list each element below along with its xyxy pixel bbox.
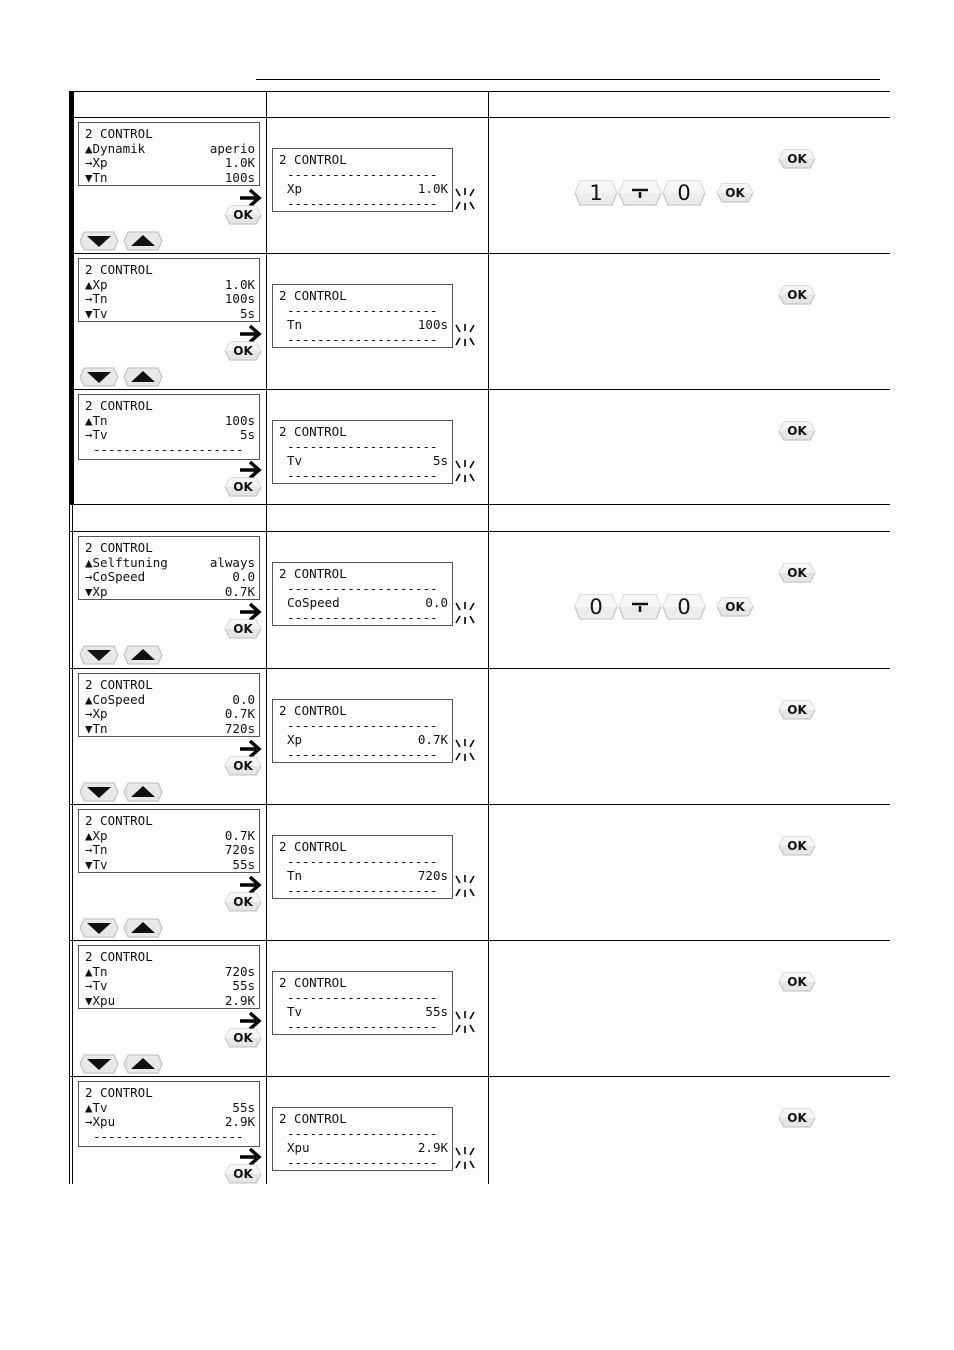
lcd-param-name: →CoSpeed [85, 569, 146, 584]
lcd-menu-line [85, 965, 255, 980]
lcd-separator: -------------------- [287, 303, 438, 318]
ok-label: OK [233, 1167, 253, 1181]
step-separator [618, 594, 662, 620]
lcd-param-value: 2.9K [417, 1140, 448, 1155]
lcd-param-value: 0.7K [224, 706, 255, 721]
ok-label: OK [787, 1111, 807, 1125]
blink-icon [454, 187, 476, 211]
lcd-separator: -------------------- [287, 1019, 438, 1034]
ok-key-left[interactable] [224, 619, 262, 639]
lcd-param-name: ▲CoSpeed [85, 691, 146, 707]
lcd-title: 2 CONTROL [279, 1111, 347, 1126]
table-rule [70, 804, 890, 805]
lcd-separator: -------------------- [287, 1126, 438, 1141]
lcd-separator: -------------------- [287, 883, 438, 898]
lcd-param-name: Tn [287, 317, 303, 332]
lcd-param-value: 5s [239, 427, 255, 442]
ok-key-confirm[interactable] [778, 285, 816, 305]
lcd-param-value: 55s [425, 1004, 448, 1019]
lcd-title: 2 CONTROL [279, 288, 347, 303]
table-rule [70, 668, 890, 669]
lcd-title: 2 CONTROL [279, 703, 347, 718]
lcd-separator: -------------------- [287, 196, 438, 211]
lcd-param-value: 100s [224, 169, 255, 185]
lcd-param-value: 720s [224, 720, 255, 736]
lcd-display-menu [78, 122, 260, 186]
lcd-separator: -------------------- [287, 1155, 438, 1170]
ok-label: OK [233, 622, 253, 636]
lcd-display-menu [78, 1081, 260, 1147]
ok-key-confirm[interactable] [778, 700, 816, 720]
lcd-menu-line [85, 585, 255, 600]
lcd-separator: -------------------- [287, 718, 438, 733]
lcd-menu-line [85, 829, 255, 844]
lcd-display-menu [78, 945, 260, 1009]
ok-key-confirm[interactable] [778, 563, 816, 583]
lcd-display-menu [78, 809, 260, 873]
blink-icon [454, 1010, 476, 1034]
blink-icon [454, 459, 476, 483]
lcd-param-value: 1.0K [417, 181, 448, 196]
lcd-display-edit [272, 562, 453, 626]
lcd-param-name: →Tn [85, 842, 108, 857]
lcd-param-name: ▼Tn [85, 720, 108, 736]
lcd-title: 2 CONTROL [85, 677, 153, 692]
table-rule [70, 117, 890, 118]
lcd-menu-line [85, 428, 255, 443]
lcd-menu-line [85, 414, 255, 429]
lcd-menu-line [85, 156, 255, 171]
lcd-param-value: always [209, 554, 255, 570]
down-key-icon[interactable] [79, 367, 119, 387]
lcd-param-value: 1.0K [224, 155, 255, 170]
lcd-menu-line [85, 556, 255, 571]
ok-key-left[interactable] [224, 892, 262, 912]
lcd-param-name: Tn [287, 868, 303, 883]
lcd-menu-line [85, 278, 255, 293]
lcd-param-value: 0.7K [224, 827, 255, 843]
lcd-title: 2 CONTROL [85, 262, 153, 277]
ok-label: OK [233, 208, 253, 222]
lcd-menu-line [85, 693, 255, 708]
ok-label: OK [787, 152, 807, 166]
lcd-separator: -------------------- [287, 990, 438, 1005]
lcd-title: 2 CONTROL [85, 949, 153, 964]
lcd-param-value: 55s [232, 978, 255, 993]
ok-label: OK [725, 600, 745, 614]
lcd-param-name: →Xpu [85, 1114, 116, 1129]
lcd-param-value: 100s [224, 412, 255, 428]
lcd-param-name: CoSpeed [287, 595, 340, 610]
lcd-param-value: 5s [239, 305, 255, 321]
lcd-param-value: 0.7K [224, 583, 255, 599]
ok-label: OK [233, 895, 253, 909]
lcd-edit-line [279, 596, 448, 611]
ok-key-left[interactable] [224, 1164, 262, 1184]
lcd-menu-line [85, 994, 255, 1009]
lcd-separator: -------------------- [287, 610, 438, 625]
lcd-edit-line [279, 869, 448, 884]
ok-key-left[interactable] [224, 477, 262, 497]
ok-key-confirm[interactable] [778, 1108, 816, 1128]
lcd-menu-line [85, 171, 255, 186]
digit-key[interactable] [662, 180, 706, 206]
lcd-param-value: aperio [209, 140, 255, 156]
down-key-icon[interactable] [79, 918, 119, 938]
lcd-edit-line [279, 318, 448, 333]
lcd-title: 2 CONTROL [279, 566, 347, 581]
lcd-param-name: ▼Tv [85, 856, 108, 872]
lcd-menu-line [85, 707, 255, 722]
lcd-display-edit [272, 420, 453, 484]
lcd-separator: -------------------- [93, 1129, 244, 1144]
up-key-icon[interactable] [123, 918, 163, 938]
lcd-param-name: ▲Tn [85, 963, 108, 979]
digit-label: 0 [589, 595, 603, 619]
lcd-separator: -------------------- [287, 167, 438, 182]
lcd-menu-line [85, 858, 255, 873]
lcd-display-menu [78, 536, 260, 600]
table-rule [70, 940, 890, 941]
section-bar [72, 504, 73, 1184]
digit-label: 1 [589, 181, 603, 205]
lcd-display-edit [272, 699, 453, 763]
ok-key-confirm[interactable] [778, 972, 816, 992]
digit-key[interactable] [662, 594, 706, 620]
lcd-param-name: ▲Dynamik [85, 140, 146, 156]
ok-key-left[interactable] [224, 756, 262, 776]
lcd-title: 2 CONTROL [85, 540, 153, 555]
lcd-param-name: ▲Tn [85, 412, 108, 428]
lcd-display-menu [78, 394, 260, 460]
lcd-title: 2 CONTROL [279, 975, 347, 990]
ok-key-confirm[interactable] [778, 149, 816, 169]
ok-label: OK [233, 1031, 253, 1045]
digit-label: 0 [677, 181, 691, 205]
ok-label: OK [725, 186, 745, 200]
up-key-icon[interactable] [123, 782, 163, 802]
lcd-menu-line [85, 843, 255, 858]
ok-key-confirm[interactable] [778, 421, 816, 441]
lcd-display-menu [78, 258, 260, 322]
table-rule [70, 389, 890, 390]
ok-label: OK [787, 566, 807, 580]
ok-label: OK [233, 759, 253, 773]
table-rule [70, 531, 890, 532]
lcd-param-value: 720s [224, 842, 255, 857]
lcd-param-name: Xpu [287, 1140, 310, 1155]
lcd-display-edit [272, 1107, 453, 1171]
blink-icon [454, 323, 476, 347]
lcd-title: 2 CONTROL [279, 152, 347, 167]
lcd-param-name: →Tv [85, 427, 108, 442]
column-rule [488, 91, 489, 1184]
ok-key-left[interactable] [224, 341, 262, 361]
table-rule [70, 504, 890, 505]
lcd-display-edit [272, 971, 453, 1035]
ok-label: OK [787, 288, 807, 302]
down-key-icon[interactable] [79, 782, 119, 802]
lcd-separator: -------------------- [287, 439, 438, 454]
lcd-param-name: Xp [287, 732, 303, 747]
lcd-title: 2 CONTROL [85, 813, 153, 828]
lcd-display-edit [272, 835, 453, 899]
digit-key[interactable] [574, 180, 618, 206]
header-rule [256, 79, 880, 80]
lcd-menu-line [85, 570, 255, 585]
lcd-edit-line [279, 454, 448, 469]
lcd-separator: -------------------- [287, 747, 438, 762]
blink-icon [454, 1146, 476, 1170]
table-rule [70, 253, 890, 254]
lcd-param-value: 100s [417, 317, 448, 332]
digit-label: 0 [677, 595, 691, 619]
ok-label: OK [233, 480, 253, 494]
lcd-display-edit [272, 148, 453, 212]
table-rule [70, 91, 890, 92]
lcd-param-name: ▲Xp [85, 276, 108, 292]
lcd-param-value: 55s [232, 1099, 255, 1115]
ok-label: OK [787, 839, 807, 853]
lcd-param-name: ▲Tv [85, 1099, 108, 1115]
up-key-icon[interactable] [123, 231, 163, 251]
lcd-title: 2 CONTROL [85, 126, 153, 141]
lcd-menu-line [85, 1115, 255, 1130]
column-rule [266, 91, 267, 1184]
lcd-menu-line [85, 307, 255, 322]
lcd-separator: -------------------- [287, 854, 438, 869]
lcd-separator: -------------------- [287, 332, 438, 347]
up-key-icon[interactable] [123, 367, 163, 387]
lcd-param-name: →Xp [85, 706, 108, 721]
lcd-separator: -------------------- [287, 468, 438, 483]
lcd-param-value: 2.9K [224, 992, 255, 1008]
lcd-separator: -------------------- [93, 442, 244, 457]
ok-label: OK [233, 344, 253, 358]
lcd-param-value: 0.7K [417, 732, 448, 747]
digit-key[interactable] [618, 180, 662, 206]
lcd-param-value: 55s [232, 856, 255, 872]
lcd-menu-line [85, 1101, 255, 1116]
blink-icon [454, 874, 476, 898]
lcd-title: 2 CONTROL [279, 424, 347, 439]
lcd-param-name: ▼Tv [85, 305, 108, 321]
lcd-edit-line [279, 1005, 448, 1020]
ok-label: OK [787, 703, 807, 717]
lcd-param-name: ▼Xpu [85, 992, 116, 1008]
ok-key-digits[interactable] [716, 183, 754, 203]
lcd-edit-line [279, 1141, 448, 1156]
table-rule [70, 1076, 890, 1077]
ok-label: OK [787, 424, 807, 438]
lcd-display-menu [78, 673, 260, 737]
lcd-param-name: →Tv [85, 978, 108, 993]
ok-label: OK [787, 975, 807, 989]
lcd-separator: -------------------- [287, 581, 438, 596]
lcd-menu-line [85, 722, 255, 737]
lcd-menu-line [85, 292, 255, 307]
lcd-edit-line [279, 182, 448, 197]
lcd-param-value: 0.0 [232, 569, 255, 584]
up-key-icon[interactable] [123, 645, 163, 665]
lcd-param-name: ▼Tn [85, 169, 108, 185]
lcd-param-value: 2.9K [224, 1114, 255, 1129]
lcd-param-name: ▲Selftuning [85, 554, 168, 570]
ok-key-left[interactable] [224, 205, 262, 225]
lcd-param-value: 5s [432, 453, 448, 468]
lcd-param-name: →Tn [85, 291, 108, 306]
section-bar [69, 504, 70, 1184]
lcd-param-name: Tv [287, 1004, 303, 1019]
lcd-display-edit [272, 284, 453, 348]
step-separator [618, 180, 662, 206]
blink-icon [454, 738, 476, 762]
blink-icon [454, 601, 476, 625]
digit-key[interactable] [618, 594, 662, 620]
lcd-param-value: 0.0 [232, 691, 255, 707]
lcd-param-value: 100s [224, 291, 255, 306]
lcd-param-name: Xp [287, 181, 303, 196]
lcd-menu-line [85, 979, 255, 994]
lcd-edit-line [279, 733, 448, 748]
lcd-param-value: 720s [417, 868, 448, 883]
down-key-icon[interactable] [79, 645, 119, 665]
ok-key-left[interactable] [224, 1028, 262, 1048]
up-key-icon[interactable] [123, 1054, 163, 1074]
lcd-param-name: Tv [287, 453, 303, 468]
lcd-title: 2 CONTROL [85, 398, 153, 413]
lcd-param-value: 1.0K [224, 276, 255, 292]
lcd-param-value: 720s [224, 963, 255, 979]
digit-key[interactable] [574, 594, 618, 620]
lcd-menu-line [85, 142, 255, 157]
ok-key-confirm[interactable] [778, 836, 816, 856]
lcd-title: 2 CONTROL [279, 839, 347, 854]
lcd-param-name: ▲Xp [85, 827, 108, 843]
down-key-icon[interactable] [79, 1054, 119, 1074]
lcd-param-name: →Xp [85, 155, 108, 170]
section-bar [69, 91, 74, 504]
down-key-icon[interactable] [79, 231, 119, 251]
ok-key-digits[interactable] [716, 597, 754, 617]
lcd-param-name: ▼Xp [85, 583, 108, 599]
lcd-title: 2 CONTROL [85, 1085, 153, 1100]
lcd-param-value: 0.0 [425, 595, 448, 610]
